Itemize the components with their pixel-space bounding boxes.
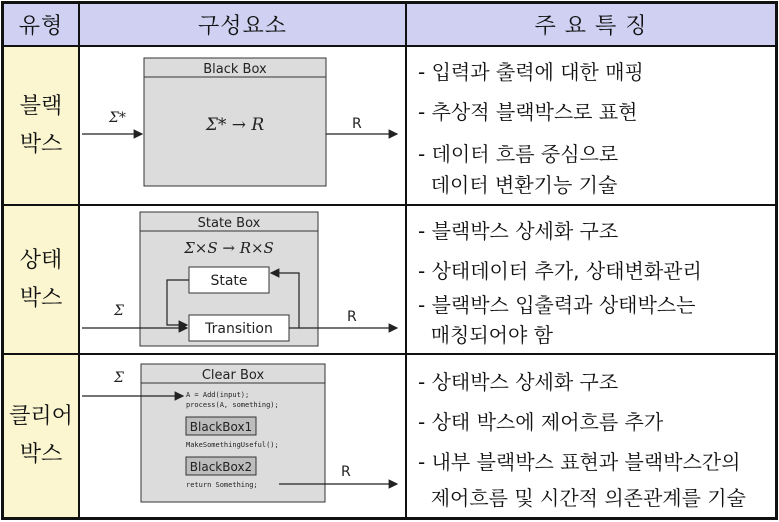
row1-feature-4: 데이터 변환기능 기술 (418, 173, 618, 197)
row2-feature-3: - 블랙박스 입출력과 상태박스는 (418, 293, 696, 317)
grid-row1-bottom (1, 204, 778, 206)
grid-header-bottom (1, 45, 778, 47)
black-box-formula: Σ* → R (205, 115, 265, 135)
row1-type-line1: 블랙 (19, 93, 63, 119)
row1-feature-3: - 데이터 흐름 중심으로 (418, 142, 619, 166)
row1-type-line2: 박스 (19, 131, 63, 157)
clear-box-code-3: MakeSomethingUseful(); (186, 441, 279, 449)
black-box-title: Black Box (203, 62, 267, 77)
row2-type-line2: 박스 (19, 285, 63, 311)
clear-box-input-label: Σ (114, 370, 124, 386)
state-box-formula: Σ×S → R×S (184, 239, 274, 257)
grid-col1 (78, 1, 80, 520)
inner-blackbox-1-label: BlackBox1 (189, 420, 253, 434)
row1-type (3, 46, 79, 205)
clear-box-code-2: process(A, something); (186, 401, 279, 409)
row1-feature-2: - 추상적 블랙박스로 표현 (418, 100, 638, 124)
clear-box-code-1: A = Add(input); (186, 391, 250, 399)
grid-outer-right (775, 1, 778, 520)
row3-diagram (79, 354, 406, 518)
clear-box-title: Clear Box (201, 368, 265, 383)
clear-box-output-label: R (341, 464, 351, 480)
row2-features (406, 205, 776, 354)
header-features: 주 요 특 징 (406, 3, 776, 46)
row3-feature-3: - 내부 블랙박스 표현과 블랙박스간의 (418, 450, 741, 474)
row2-type-line1: 상태 (19, 247, 63, 273)
state-box-input-label: Σ (114, 303, 124, 319)
row1-diagram (79, 46, 406, 205)
state-box-diagram (79, 205, 406, 354)
row3-features (406, 354, 776, 518)
row3-feature-2: - 상태 박스에 제어흐름 추가 (418, 410, 664, 434)
state-box-title: State Box (197, 216, 261, 231)
state-node-label: State (210, 273, 248, 289)
inner-blackbox-2-label: BlackBox2 (189, 460, 253, 474)
state-box-output-label: R (347, 309, 357, 325)
row2-type (3, 205, 79, 354)
row3-type (3, 354, 79, 518)
row1-feature-1: - 입력과 출력에 대한 매핑 (418, 60, 644, 84)
row3-type-line2: 박스 (19, 442, 63, 467)
row3-type-line1: 클리어 (9, 404, 73, 429)
transition-node-label: Transition (205, 321, 273, 337)
grid-outer-top (1, 1, 778, 4)
header-type: 유형 (3, 3, 79, 46)
grid-outer-left (1, 1, 4, 520)
header-composition: 구성요소 (79, 3, 406, 46)
grid-col2 (405, 1, 407, 520)
row3-feature-4: 제어흐름 및 시간적 의존관계를 기술 (418, 486, 746, 510)
black-box-diagram (79, 46, 406, 205)
row1-features (406, 46, 776, 205)
clear-box-diagram (79, 354, 406, 518)
row2-feature-1: - 블랙박스 상세화 구조 (418, 219, 619, 243)
grid-row2-bottom (1, 353, 778, 355)
row3-feature-1: - 상태박스 상세화 구조 (418, 370, 619, 394)
row2-diagram (79, 205, 406, 354)
row2-feature-4: 매칭되어야 함 (418, 323, 553, 347)
clear-box-code-4: return Something; (186, 481, 258, 489)
black-box-output-label: R (352, 116, 362, 132)
row2-feature-2: - 상태데이터 추가, 상태변화관리 (418, 259, 702, 283)
black-box-input-label: Σ* (109, 110, 126, 126)
grid-outer-bottom (1, 517, 778, 520)
